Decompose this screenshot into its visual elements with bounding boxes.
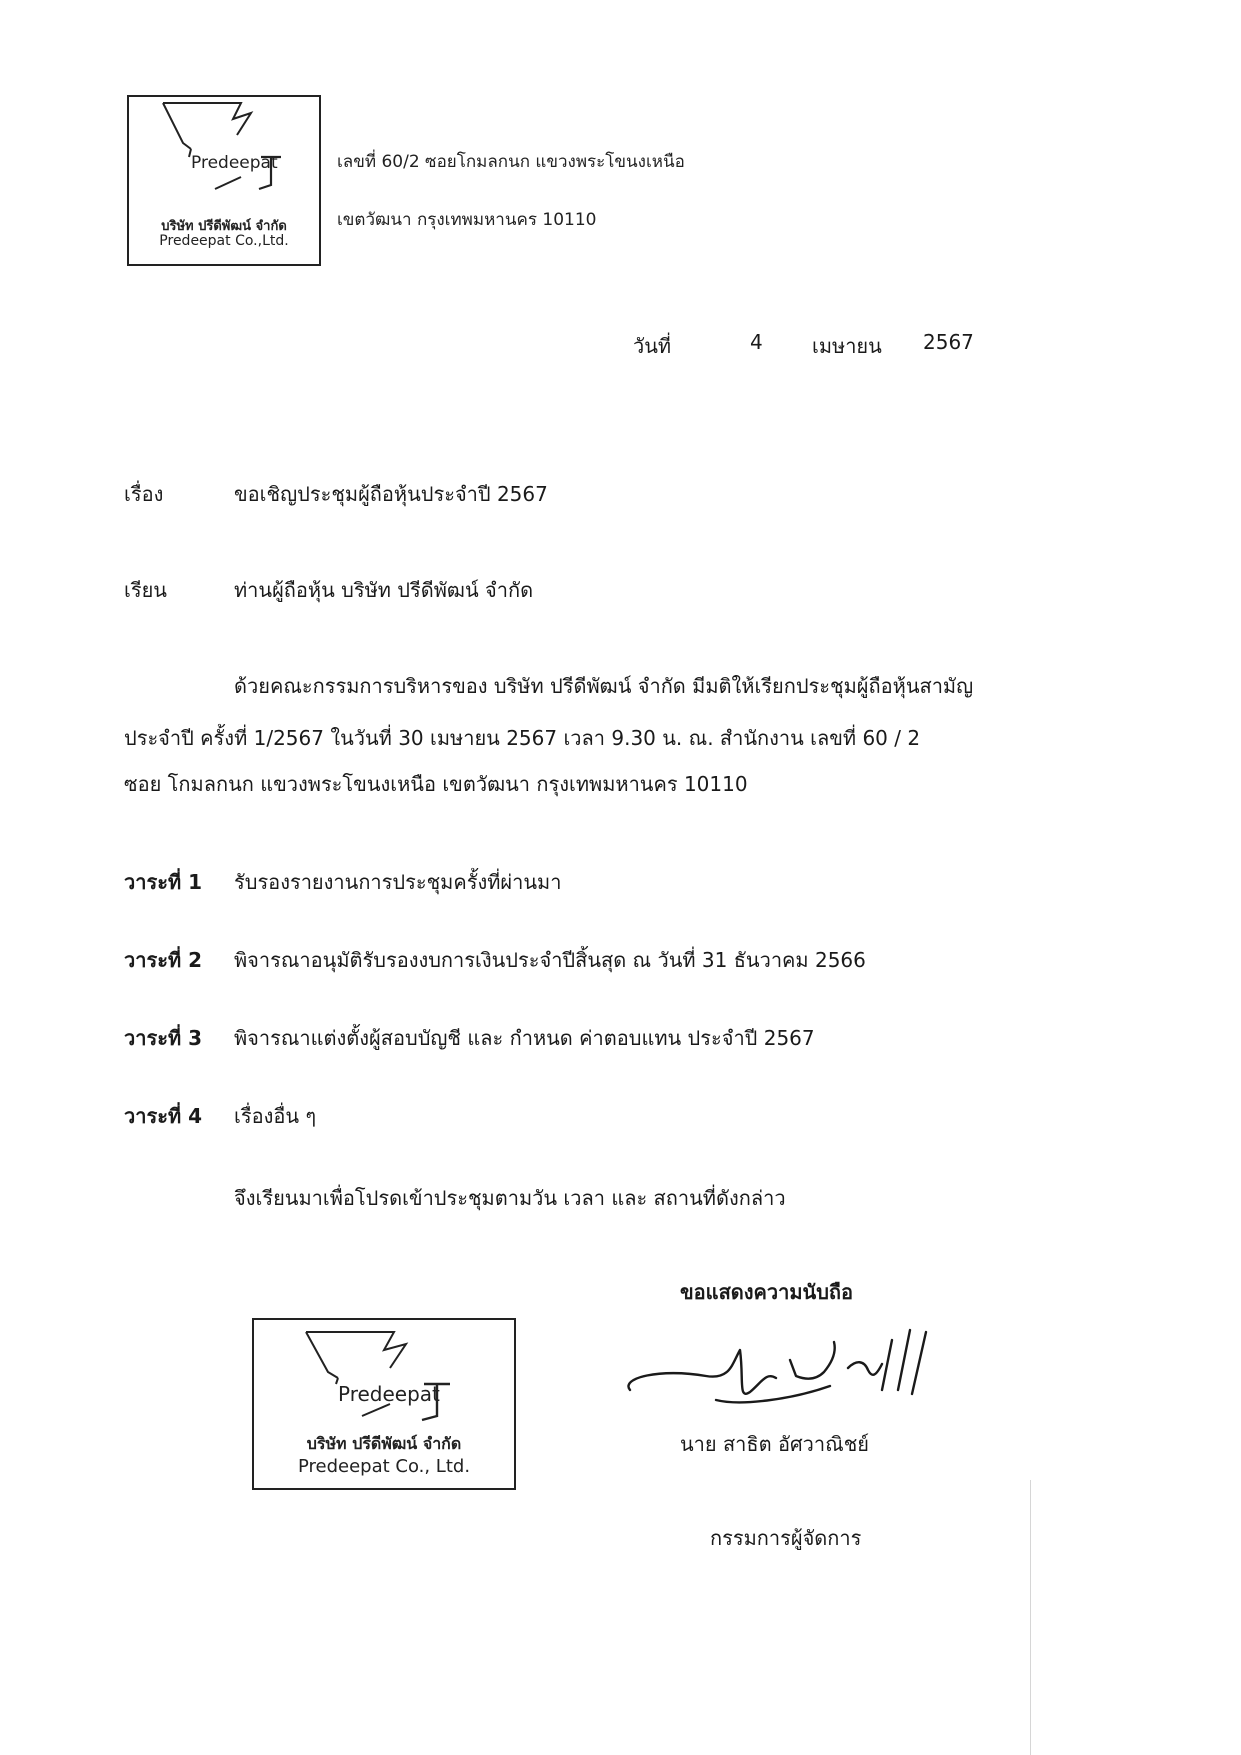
to-label: เรียน (124, 578, 167, 602)
body-line-3: ซอย โกมลกนก แขวงพระโขนงเหนือ เขตวัฒนา กรุงเทพมหานคร 10110 (124, 772, 748, 796)
logo-company-thai: บริษัท ปรีดีพัฒน์ จำกัด (161, 219, 287, 234)
body-line-1: ด้วยคณะกรรมการบริหารของ บริษัท ปรีดีพัฒน์ จำกัด มีมติให้เรียกประชุมผู้ถือหุ้นสามัญ (234, 674, 974, 698)
signature-icon (620, 1320, 940, 1430)
company-logo (127, 95, 321, 266)
body-line-2: ประจำปี ครั้งที่ 1/2567 ในวันที่ 30 เมษายน 2567 เวลา 9.30 น. ณ. สำนักงาน เลขที่ 60 / 2 (124, 726, 921, 750)
salutation: ขอแสดงความนับถือ (680, 1280, 854, 1304)
closing-line: จึงเรียนมาเพื่อโปรดเข้าประชุมตามวัน เวลา และ สถานที่ดังกล่าว (234, 1186, 786, 1210)
address-line-2: เขตวัฒนา กรุงเทพมหานคร 10110 (337, 210, 597, 230)
agenda-1-text: รับรองรายงานการประชุมครั้งที่ผ่านมา (234, 870, 562, 894)
date-year: 2567 (923, 330, 974, 354)
agenda-3-text: พิจารณาแต่งตั้งผู้สอบบัญชี และ กำหนด ค่าตอบแทน ประจำปี 2567 (234, 1026, 815, 1050)
address-line-1: เลขที่ 60/2 ซอยโกมลกนก แขวงพระโขนงเหนือ (337, 152, 685, 172)
scan-edge-line (1030, 1480, 1031, 1755)
stamp-company-thai: บริษัท ปรีดีพัฒน์ จำกัด (306, 1434, 462, 1453)
logo-company-en: Predeepat Co.,Ltd. (159, 233, 289, 249)
agenda-1-label: วาระที่ 1 (124, 870, 203, 894)
subject-label: เรื่อง (124, 482, 164, 506)
logo-wordmark: Predeepat (191, 153, 278, 173)
agenda-4-text: เรื่องอื่น ๆ (234, 1104, 317, 1128)
agenda-4-label: วาระที่ 4 (124, 1104, 203, 1128)
agenda-2-text: พิจารณาอนุมัติรับรองงบการเงินประจำปีสิ้นสุด ณ วันที่ 31 ธันวาคม 2566 (234, 948, 866, 972)
date-day: 4 (750, 330, 763, 354)
agenda-3-label: วาระที่ 3 (124, 1026, 203, 1050)
date-month: เมษายน (812, 334, 882, 358)
subject-text: ขอเชิญประชุมผู้ถือหุ้นประจำปี 2567 (234, 482, 548, 506)
company-stamp (252, 1318, 516, 1490)
stamp-company-en: Predeepat Co., Ltd. (297, 1456, 471, 1477)
stamp-wordmark: Predeepat (338, 1382, 440, 1406)
agenda-2-label: วาระที่ 2 (124, 948, 203, 972)
signer-name: นาย สาธิต อัศวาณิชย์ (680, 1432, 869, 1456)
to-text: ท่านผู้ถือหุ้น บริษัท ปรีดีพัฒน์ จำกัด (234, 578, 534, 602)
signer-title: กรรมการผู้จัดการ (710, 1526, 862, 1550)
date-label: วันที่ (633, 334, 672, 358)
